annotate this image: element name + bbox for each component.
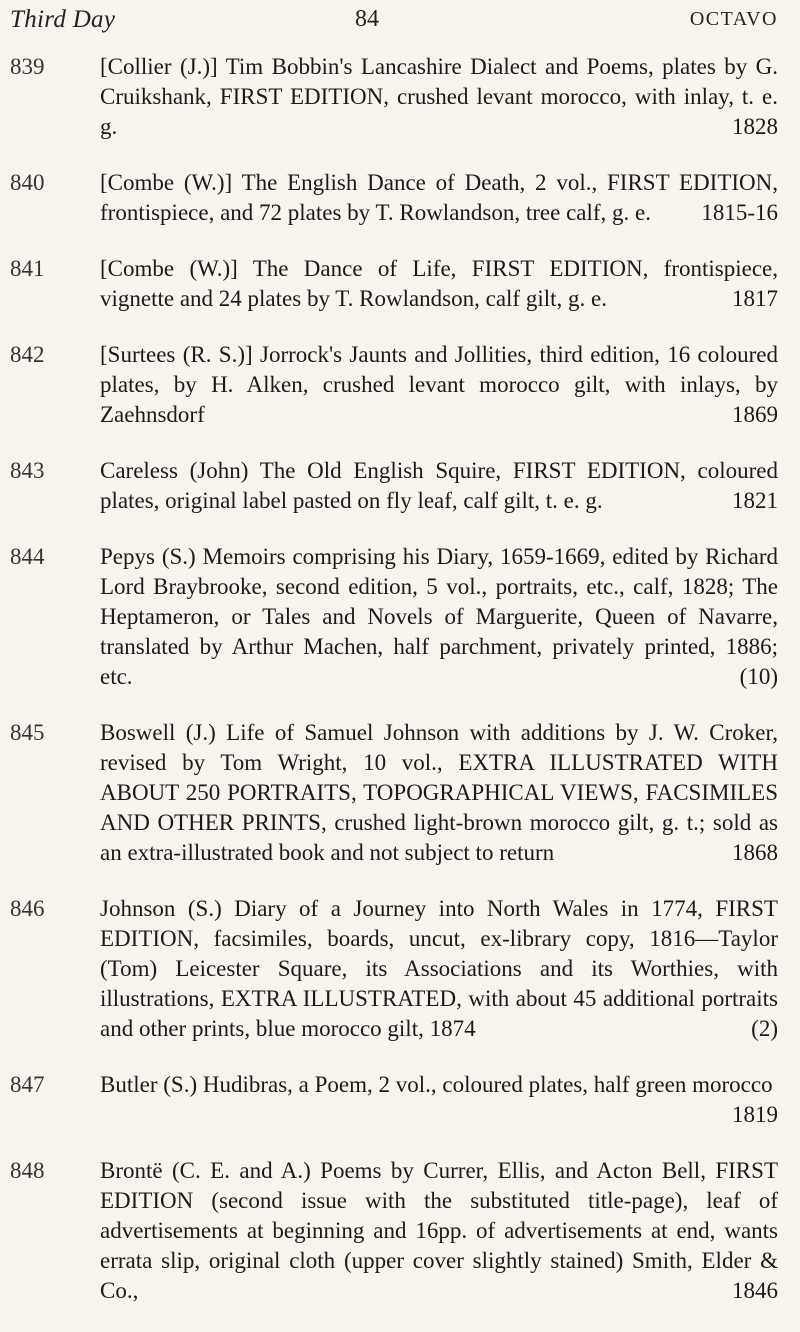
lot-list bbox=[0, 52, 800, 1332]
lot-date: 1815-16 bbox=[701, 200, 778, 225]
lot-description bbox=[100, 340, 778, 430]
lot-description-text: [Combe (W.)] The English Dance of Death, 2 vol., FIRST EDITION, frontispiece, and 72 plates by T. Rowlandson, tree calf, g. e. bbox=[100, 170, 778, 225]
lot-description bbox=[100, 894, 778, 1044]
lot-description-text: Brontë (C. E. and A.) Poems by Currer, Ellis, and Acton Bell, FIRST EDITION (second issue with the substituted title-page), leaf of advertisements at beginning and 16pp. of advertisements at end, wants errata slip, original cloth (upper cover slightly stained) Smith, Elder & Co., bbox=[100, 1158, 778, 1303]
lot-date: (10) bbox=[739, 664, 778, 689]
lot-number: 841 bbox=[10, 256, 45, 281]
lot-description bbox=[100, 542, 778, 692]
lot-date: 1869 bbox=[732, 402, 778, 427]
lot-description bbox=[100, 254, 778, 314]
lot-number: 846 bbox=[10, 896, 45, 921]
day-heading: Third Day bbox=[10, 6, 116, 33]
lot-number: 840 bbox=[10, 170, 45, 195]
lot-description bbox=[100, 168, 778, 228]
lot-date: 1817 bbox=[732, 286, 778, 311]
lot-number: 844 bbox=[10, 544, 45, 569]
lot-date: 1868 bbox=[732, 840, 778, 865]
page-number: 84 bbox=[355, 6, 379, 32]
lot-date: 1846 bbox=[732, 1278, 778, 1303]
lot-entry bbox=[10, 718, 778, 868]
lot-entry bbox=[10, 542, 778, 692]
lot-description bbox=[100, 1070, 778, 1130]
lot-entry bbox=[10, 894, 778, 1044]
lot-entry bbox=[10, 168, 778, 228]
lot-number: 847 bbox=[10, 1072, 45, 1097]
lot-date: 1828 bbox=[732, 114, 778, 139]
lot-description bbox=[100, 52, 778, 142]
lot-description-text: Johnson (S.) Diary of a Journey into North Wales in 1774, FIRST EDITION, facsimiles, boards, uncut, ex-library copy, 1816—Taylor (Tom) Leicester Square, its Associations and its Worthies, with illustrations, EXTRA ILLUSTRATED, with about 45 additional portraits and other prints, blue morocco gilt, 1874 bbox=[100, 896, 778, 1041]
lot-entry bbox=[10, 340, 778, 430]
running-head bbox=[10, 6, 778, 46]
lot-number: 843 bbox=[10, 458, 45, 483]
lot-date: 1821 bbox=[732, 488, 778, 513]
lot-entry bbox=[10, 1070, 778, 1130]
section-heading: OCTAVO bbox=[689, 8, 778, 30]
lot-description bbox=[100, 1156, 778, 1306]
lot-entry bbox=[10, 456, 778, 516]
lot-description-text: Careless (John) The Old English Squire, FIRST EDITION, coloured plates, original label pasted on fly leaf, calf gilt, t. e. g. bbox=[100, 458, 778, 513]
lot-description-text: Pepys (S.) Memoirs comprising his Diary, 1659-1669, edited by Richard Lord Braybrooke, second edition, 5 vol., portraits, etc., calf, 1828; The Heptameron, or Tales and Novels of Marguerite, Queen of Navarre, translated by Arthur Machen, half parchment, privately printed, 1886; etc. bbox=[100, 544, 778, 689]
lot-number: 848 bbox=[10, 1158, 45, 1183]
lot-number: 845 bbox=[10, 720, 45, 745]
lot-description bbox=[100, 718, 778, 868]
lot-description-text: [Surtees (R. S.)] Jorrock's Jaunts and Jollities, third edition, 16 coloured plates, by H. Alken, crushed levant morocco gilt, with inlays, by Zaehnsdorf bbox=[100, 342, 778, 427]
lot-description-text: Butler (S.) Hudibras, a Poem, 2 vol., coloured plates, half green morocco bbox=[100, 1072, 773, 1097]
lot-date: (2) bbox=[751, 1016, 778, 1041]
lot-description-text: [Combe (W.)] The Dance of Life, FIRST EDITION, frontispiece, vignette and 24 plates by T. Rowlandson, calf gilt, g. e. bbox=[100, 256, 778, 311]
lot-entry bbox=[10, 52, 778, 142]
lot-description-text: Boswell (J.) Life of Samuel Johnson with additions by J. W. Croker, revised by Tom Wright, 10 vol., EXTRA ILLUSTRATED WITH ABOUT 250 PORTRAITS, TOPOGRAPHICAL VIEWS, FACSIMILES AND OTHER PRINTS, crushed light-brown morocco gilt, g. t.; sold as an extra-illustrated book and not subject to return bbox=[100, 720, 778, 865]
lot-date: 1819 bbox=[732, 1102, 778, 1127]
lot-entry bbox=[10, 254, 778, 314]
lot-number: 839 bbox=[10, 54, 45, 79]
lot-entry bbox=[10, 1156, 778, 1306]
lot-description-text: [Collier (J.)] Tim Bobbin's Lancashire Dialect and Poems, plates by G. Cruikshank, FIRST EDITION, crushed levant morocco, with inlay, t. e. g. bbox=[100, 54, 778, 139]
lot-number: 842 bbox=[10, 342, 45, 367]
lot-description bbox=[100, 456, 778, 516]
